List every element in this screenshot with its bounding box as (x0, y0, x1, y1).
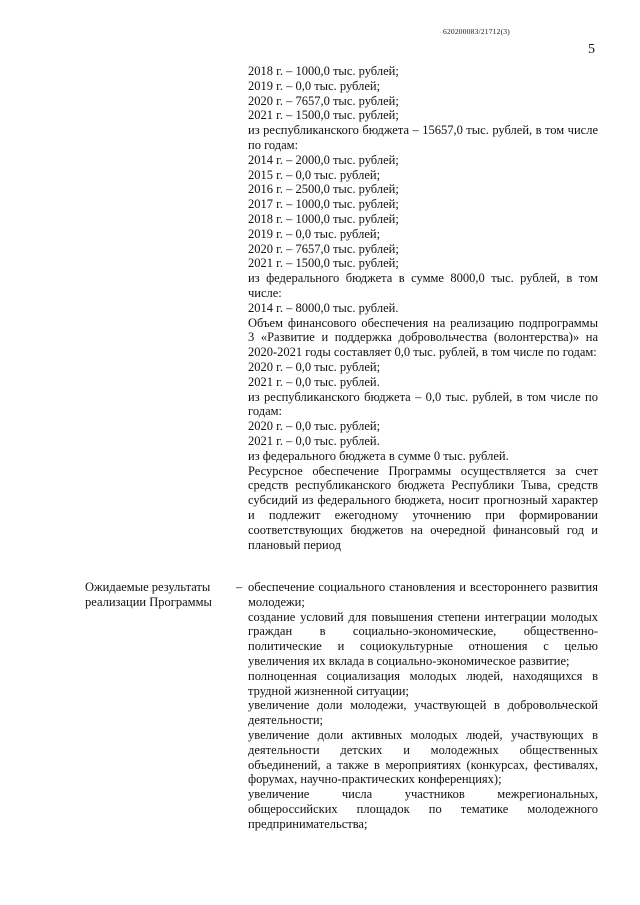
year-amount-line: 2020 г. – 7657,0 тыс. рублей; (248, 93, 399, 108)
republic-budget-text: из республиканского бюджета – 15657,0 тыс. рублей, в том числе по годам: (248, 123, 598, 152)
resource-note: Ресурсное обеспечение Программы осуществляется за счет средств республиканского бюджета Республики Тыва, средств субсидий из федерального бюджета, носит прогнозный характер и подлежит ежегодному уточнению при формировании соответствующих бюджетов на очередной финансовый год и плановый период (248, 463, 598, 552)
year-amount-line: 2021 г. – 0,0 тыс. рублей. (248, 433, 380, 448)
document-code: 620200083/21712(3) (443, 27, 510, 36)
year-amount-line: 2019 г. – 0,0 тыс. рублей; (248, 226, 381, 241)
result-item: увеличение доли молодежи, участвующей в добровольческой деятельности; (248, 698, 598, 728)
federal-budget-text: из федерального бюджета в сумме 8000,0 тыс. рублей, в том числе: (248, 271, 598, 300)
year-amount-line: 2020 г. – 0,0 тыс. рублей; (248, 419, 381, 434)
year-amount-line: 2017 г. – 1000,0 тыс. рублей; (248, 197, 399, 212)
year-amount-line: 2020 г. – 7657,0 тыс. рублей; (248, 241, 399, 256)
results-label: Ожидаемые результаты реализации Программы (85, 580, 212, 609)
year-amount-line: 2021 г. – 1500,0 тыс. рублей; (248, 108, 399, 123)
year-amount-line: 2018 г. – 1000,0 тыс. рублей; (248, 64, 399, 78)
result-item: обеспечение социального становления и всестороннего развития молодежи; (248, 580, 598, 609)
subprogram-federal-text: из федерального бюджета в сумме 0 тыс. рублей. (248, 448, 509, 463)
subprogram-volume-text: Объем финансового обеспечения на реализацию подпрограммы 3 «Развитие и поддержка добровольчества (волонтерства)» на 2020-2021 годы составляет 0,0 тыс. рублей, в том числе по годам: (248, 315, 598, 360)
page-number: 5 (588, 42, 595, 57)
result-item: полноценная социализация молодых людей, находящихся в трудной жизненной ситуации; (248, 668, 598, 698)
year-amount-line: 2015 г. – 0,0 тыс. рублей; (248, 167, 381, 182)
year-amount-line: 2019 г. – 0,0 тыс. рублей; (248, 78, 381, 93)
result-item: увеличение доли активных молодых людей, участвующих в деятельности детских и молодежных общественных объединений, а также в мероприятиях (конкурсах, фестивалях, форумах, научно-практических конференциях); (248, 727, 598, 787)
label-dash: – (236, 580, 243, 594)
year-amount-line: 2014 г. – 8000,0 тыс. рублей. (248, 300, 399, 315)
results-list (248, 580, 598, 832)
subprogram-republic-text: из республиканского бюджета – 0,0 тыс. рублей, в том числе по годам: (248, 389, 598, 419)
year-amount-line: 2014 г. – 2000,0 тыс. рублей; (248, 152, 399, 167)
year-amount-line: 2016 г. – 2500,0 тыс. рублей; (248, 182, 399, 197)
result-item: создание условий для повышения степени интеграции молодых граждан в социально-экономические, общественно-политические и социокультурные отношения с целью увеличения их вклада в социально-экономическое развитие; (248, 609, 598, 668)
year-amount-line: 2018 г. – 1000,0 тыс. рублей; (248, 211, 399, 226)
year-amount-line: 2020 г. – 0,0 тыс. рублей; (248, 359, 381, 374)
year-amount-line: 2021 г. – 1500,0 тыс. рублей; (248, 256, 399, 271)
result-item: увеличение числа участников межрегиональных, общероссийских площадок по тематике молодежного предпринимательства; (248, 787, 598, 831)
year-amount-line: 2021 г. – 0,0 тыс. рублей. (248, 374, 380, 389)
financing-block (248, 64, 598, 552)
